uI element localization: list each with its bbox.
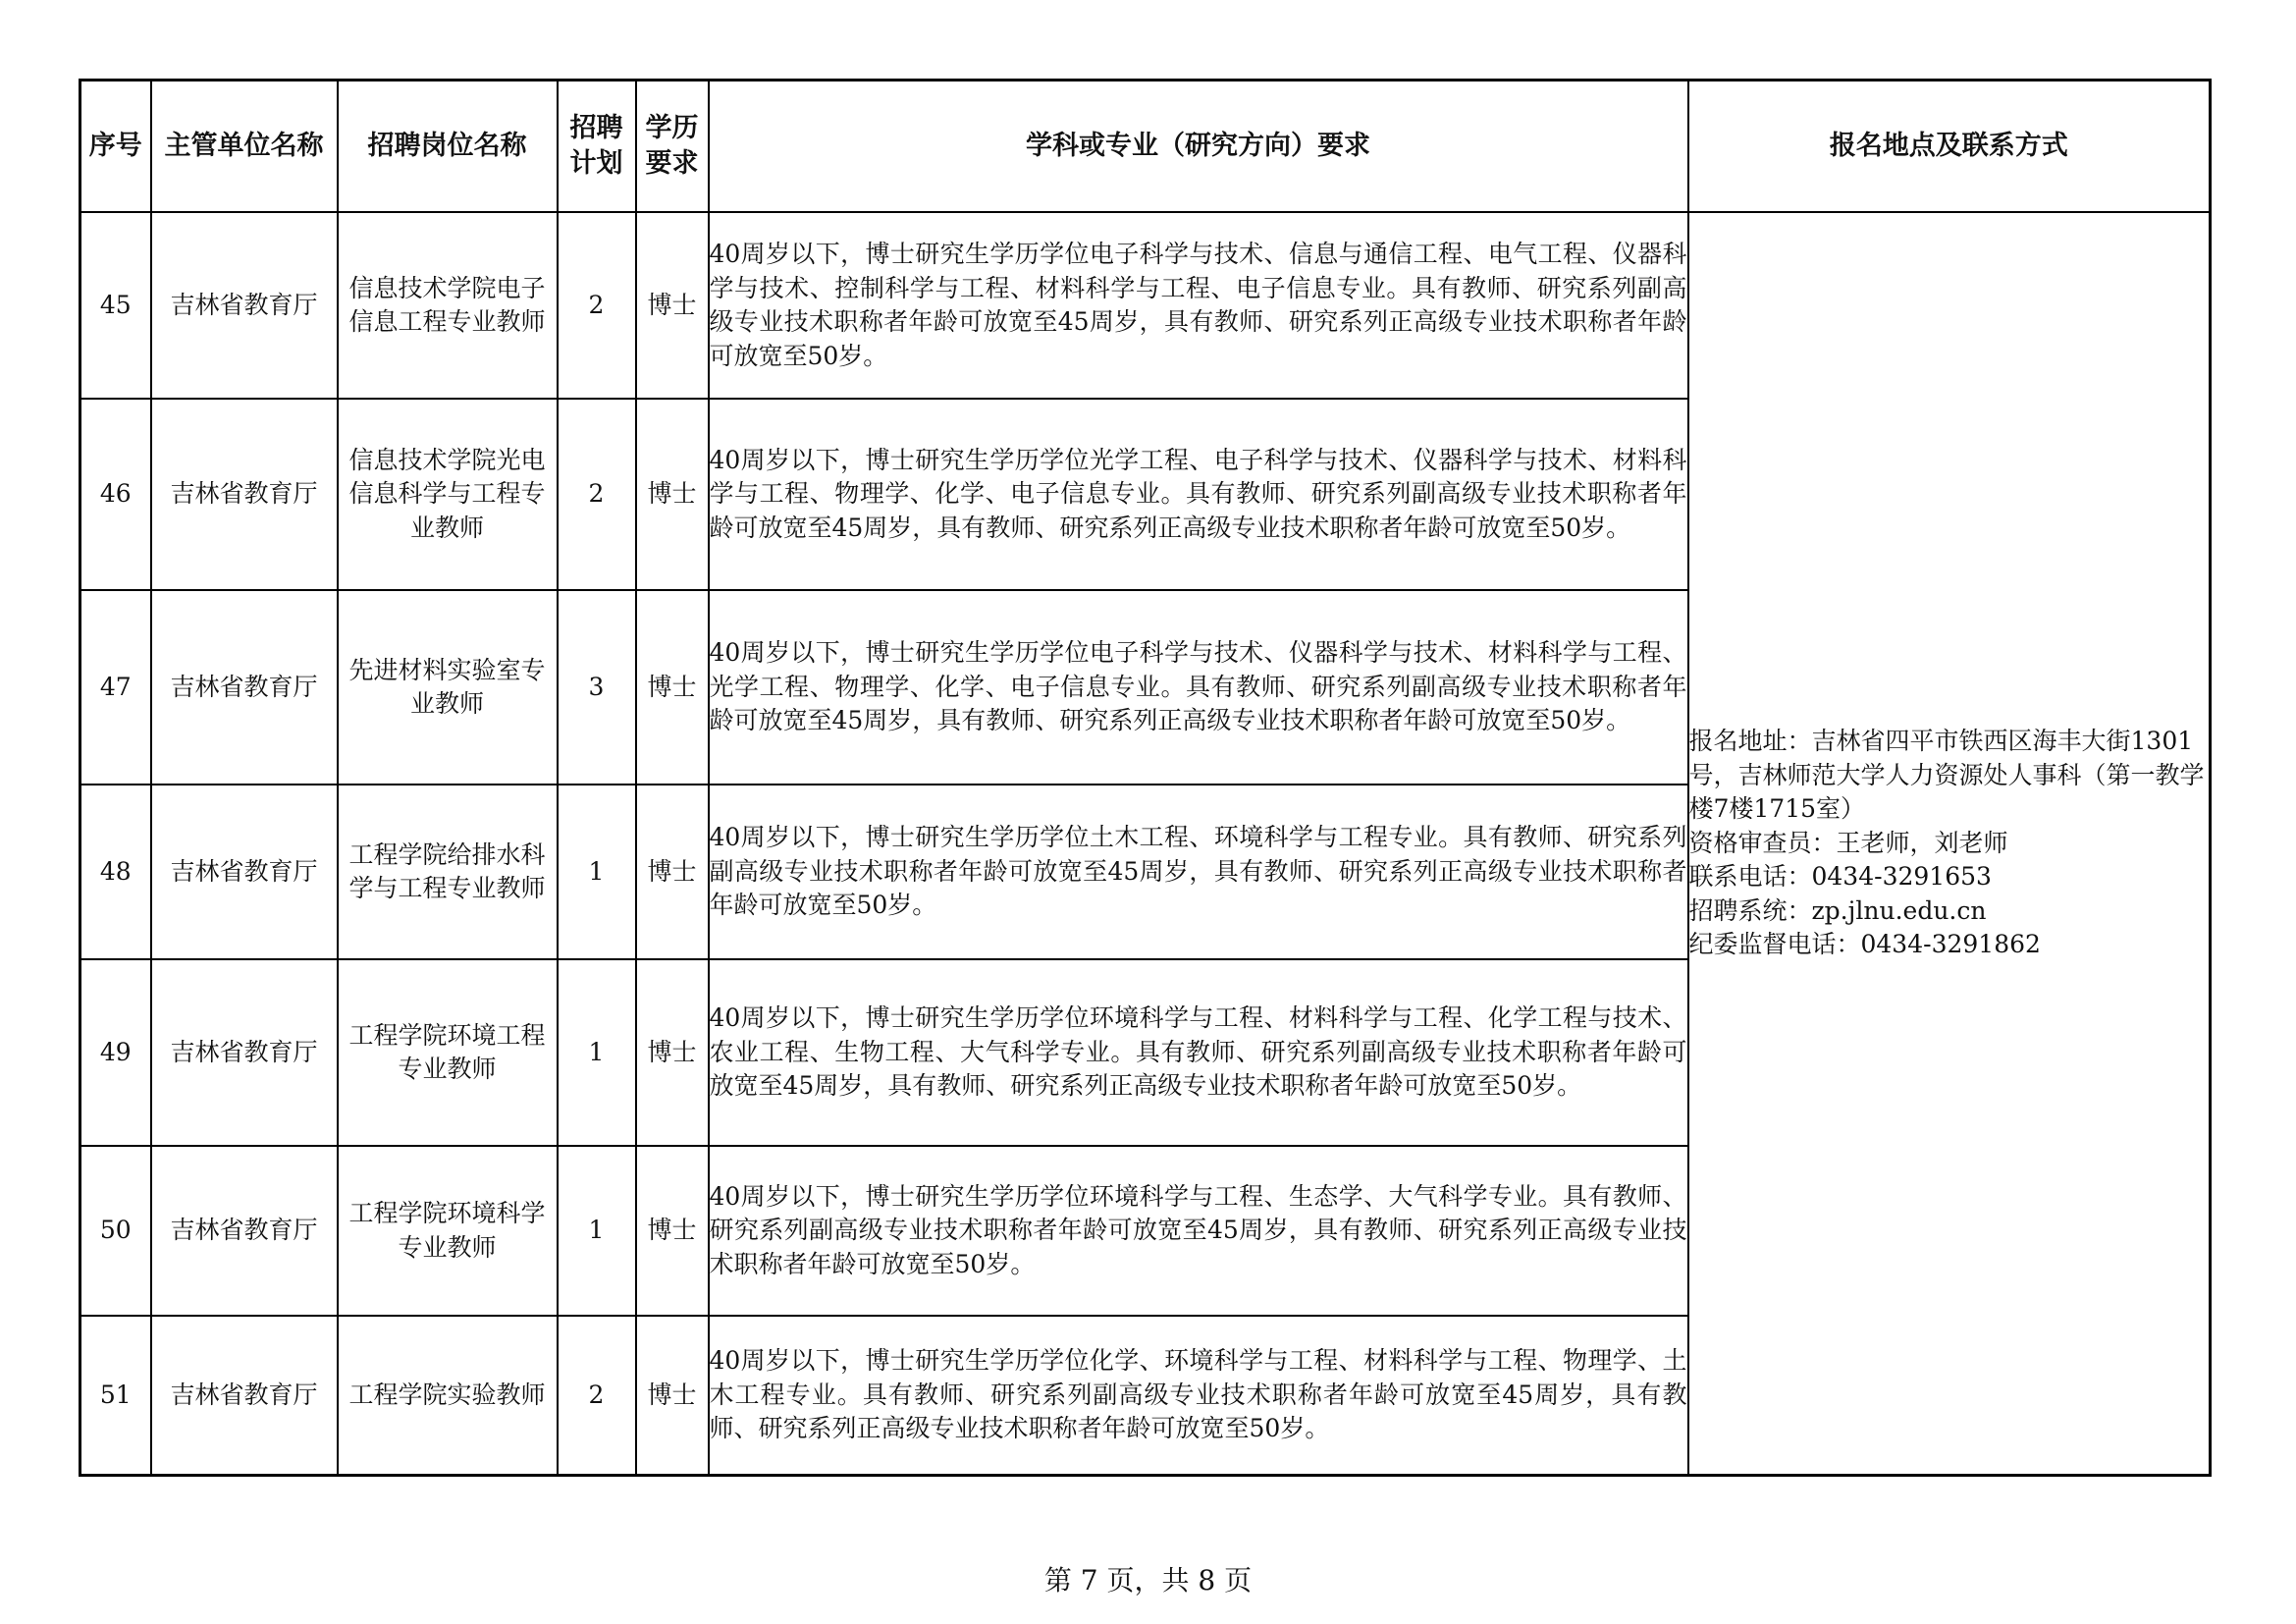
cell-edu: 博士 [636, 785, 709, 959]
cell-plan: 1 [558, 959, 636, 1146]
cell-num: 48 [80, 785, 151, 959]
contact-supervision: 纪委监督电话：0434-3291862 [1688, 930, 2041, 958]
cell-num: 50 [80, 1146, 151, 1316]
cell-requirement: 40周岁以下，博士研究生学历学位土木工程、环境科学与工程专业。具有教师、研究系列副高级专业技术职称者年龄可放宽至45周岁，具有教师、研究系列正高级专业技术职称者年龄可放宽至50岁。 [709, 785, 1688, 959]
cell-dept: 吉林省教育厅 [151, 590, 338, 785]
contact-info-cell [1688, 212, 2211, 1475]
cell-requirement: 40周岁以下，博士研究生学历学位环境科学与工程、材料科学与工程、化学工程与技术、农业工程、生物工程、大气科学专业。具有教师、研究系列副高级专业技术职称者年龄可放宽至45周岁，具有教师、研究系列正高级专业技术职称者年龄可放宽至50岁。 [709, 959, 1688, 1146]
cell-requirement: 40周岁以下，博士研究生学历学位电子科学与技术、仪器科学与技术、材料科学与工程、光学工程、物理学、化学、电子信息专业。具有教师、研究系列副高级专业技术职称者年龄可放宽至45周岁，具有教师、研究系列正高级专业技术职称者年龄可放宽至50岁。 [709, 590, 1688, 785]
cell-plan: 1 [558, 785, 636, 959]
cell-position: 信息技术学院电子信息工程专业教师 [338, 212, 558, 399]
table-header-row [80, 81, 2211, 213]
cell-dept: 吉林省教育厅 [151, 1316, 338, 1475]
header-contact: 报名地点及联系方式 [1688, 81, 2211, 213]
cell-plan: 1 [558, 1146, 636, 1316]
cell-plan: 2 [558, 1316, 636, 1475]
cell-num: 51 [80, 1316, 151, 1475]
recruitment-table [79, 79, 2212, 1477]
page-footer: 第 7 页，共 8 页 [1043, 1564, 1253, 1597]
cell-dept: 吉林省教育厅 [151, 399, 338, 590]
cell-position: 先进材料实验室专业教师 [338, 590, 558, 785]
header-num: 序号 [80, 81, 151, 213]
cell-position: 工程学院给排水科学与工程专业教师 [338, 785, 558, 959]
cell-dept: 吉林省教育厅 [151, 959, 338, 1146]
cell-requirement: 40周岁以下，博士研究生学历学位光学工程、电子科学与技术、仪器科学与技术、材料科学与工程、物理学、化学、电子信息专业。具有教师、研究系列副高级专业技术职称者年龄可放宽至45周岁，具有教师、研究系列正高级专业技术职称者年龄可放宽至50岁。 [709, 399, 1688, 590]
cell-plan: 2 [558, 212, 636, 399]
cell-edu: 博士 [636, 1316, 709, 1475]
cell-plan: 3 [558, 590, 636, 785]
cell-num: 45 [80, 212, 151, 399]
cell-position: 工程学院环境科学专业教师 [338, 1146, 558, 1316]
cell-edu: 博士 [636, 399, 709, 590]
cell-dept: 吉林省教育厅 [151, 1146, 338, 1316]
cell-requirement: 40周岁以下，博士研究生学历学位电子科学与技术、信息与通信工程、电气工程、仪器科学与技术、控制科学与工程、材料科学与工程、电子信息专业。具有教师、研究系列副高级专业技术职称者年龄可放宽至45周岁，具有教师、研究系列正高级专业技术职称者年龄可放宽至50岁。 [709, 212, 1688, 399]
cell-edu: 博士 [636, 590, 709, 785]
contact-reviewer: 资格审查员：王老师，刘老师 [1688, 828, 2008, 857]
cell-dept: 吉林省教育厅 [151, 785, 338, 959]
cell-edu: 博士 [636, 212, 709, 399]
cell-dept: 吉林省教育厅 [151, 212, 338, 399]
cell-requirement: 40周岁以下，博士研究生学历学位化学、环境科学与工程、材料科学与工程、物理学、土木工程专业。具有教师、研究系列副高级专业技术职称者年龄可放宽至45周岁，具有教师、研究系列正高级专业技术职称者年龄可放宽至50岁。 [709, 1316, 1688, 1475]
header-dept: 主管单位名称 [151, 81, 338, 213]
cell-num: 46 [80, 399, 151, 590]
cell-edu: 博士 [636, 1146, 709, 1316]
contact-address: 报名地址：吉林省四平市铁西区海丰大街1301号，吉林师范大学人力资源处人事科（第一教学楼7楼1715室） [1688, 727, 2205, 823]
cell-num: 49 [80, 959, 151, 1146]
contact-system: 招聘系统：zp.jlnu.edu.cn [1688, 895, 1987, 925]
contact-phone: 联系电话：0434-3291653 [1688, 862, 1992, 891]
cell-edu: 博士 [636, 959, 709, 1146]
header-requirement: 学科或专业（研究方向）要求 [709, 81, 1688, 213]
header-position: 招聘岗位名称 [338, 81, 558, 213]
cell-position: 信息技术学院光电信息科学与工程专业教师 [338, 399, 558, 590]
cell-position: 工程学院实验教师 [338, 1316, 558, 1475]
table-row [80, 212, 2211, 399]
header-plan: 招聘计划 [558, 81, 636, 213]
cell-requirement: 40周岁以下，博士研究生学历学位环境科学与工程、生态学、大气科学专业。具有教师、研究系列副高级专业技术职称者年龄可放宽至45周岁，具有教师、研究系列正高级专业技术职称者年龄可放宽至50岁。 [709, 1146, 1688, 1316]
cell-num: 47 [80, 590, 151, 785]
cell-position: 工程学院环境工程专业教师 [338, 959, 558, 1146]
header-edu: 学历要求 [636, 81, 709, 213]
cell-plan: 2 [558, 399, 636, 590]
